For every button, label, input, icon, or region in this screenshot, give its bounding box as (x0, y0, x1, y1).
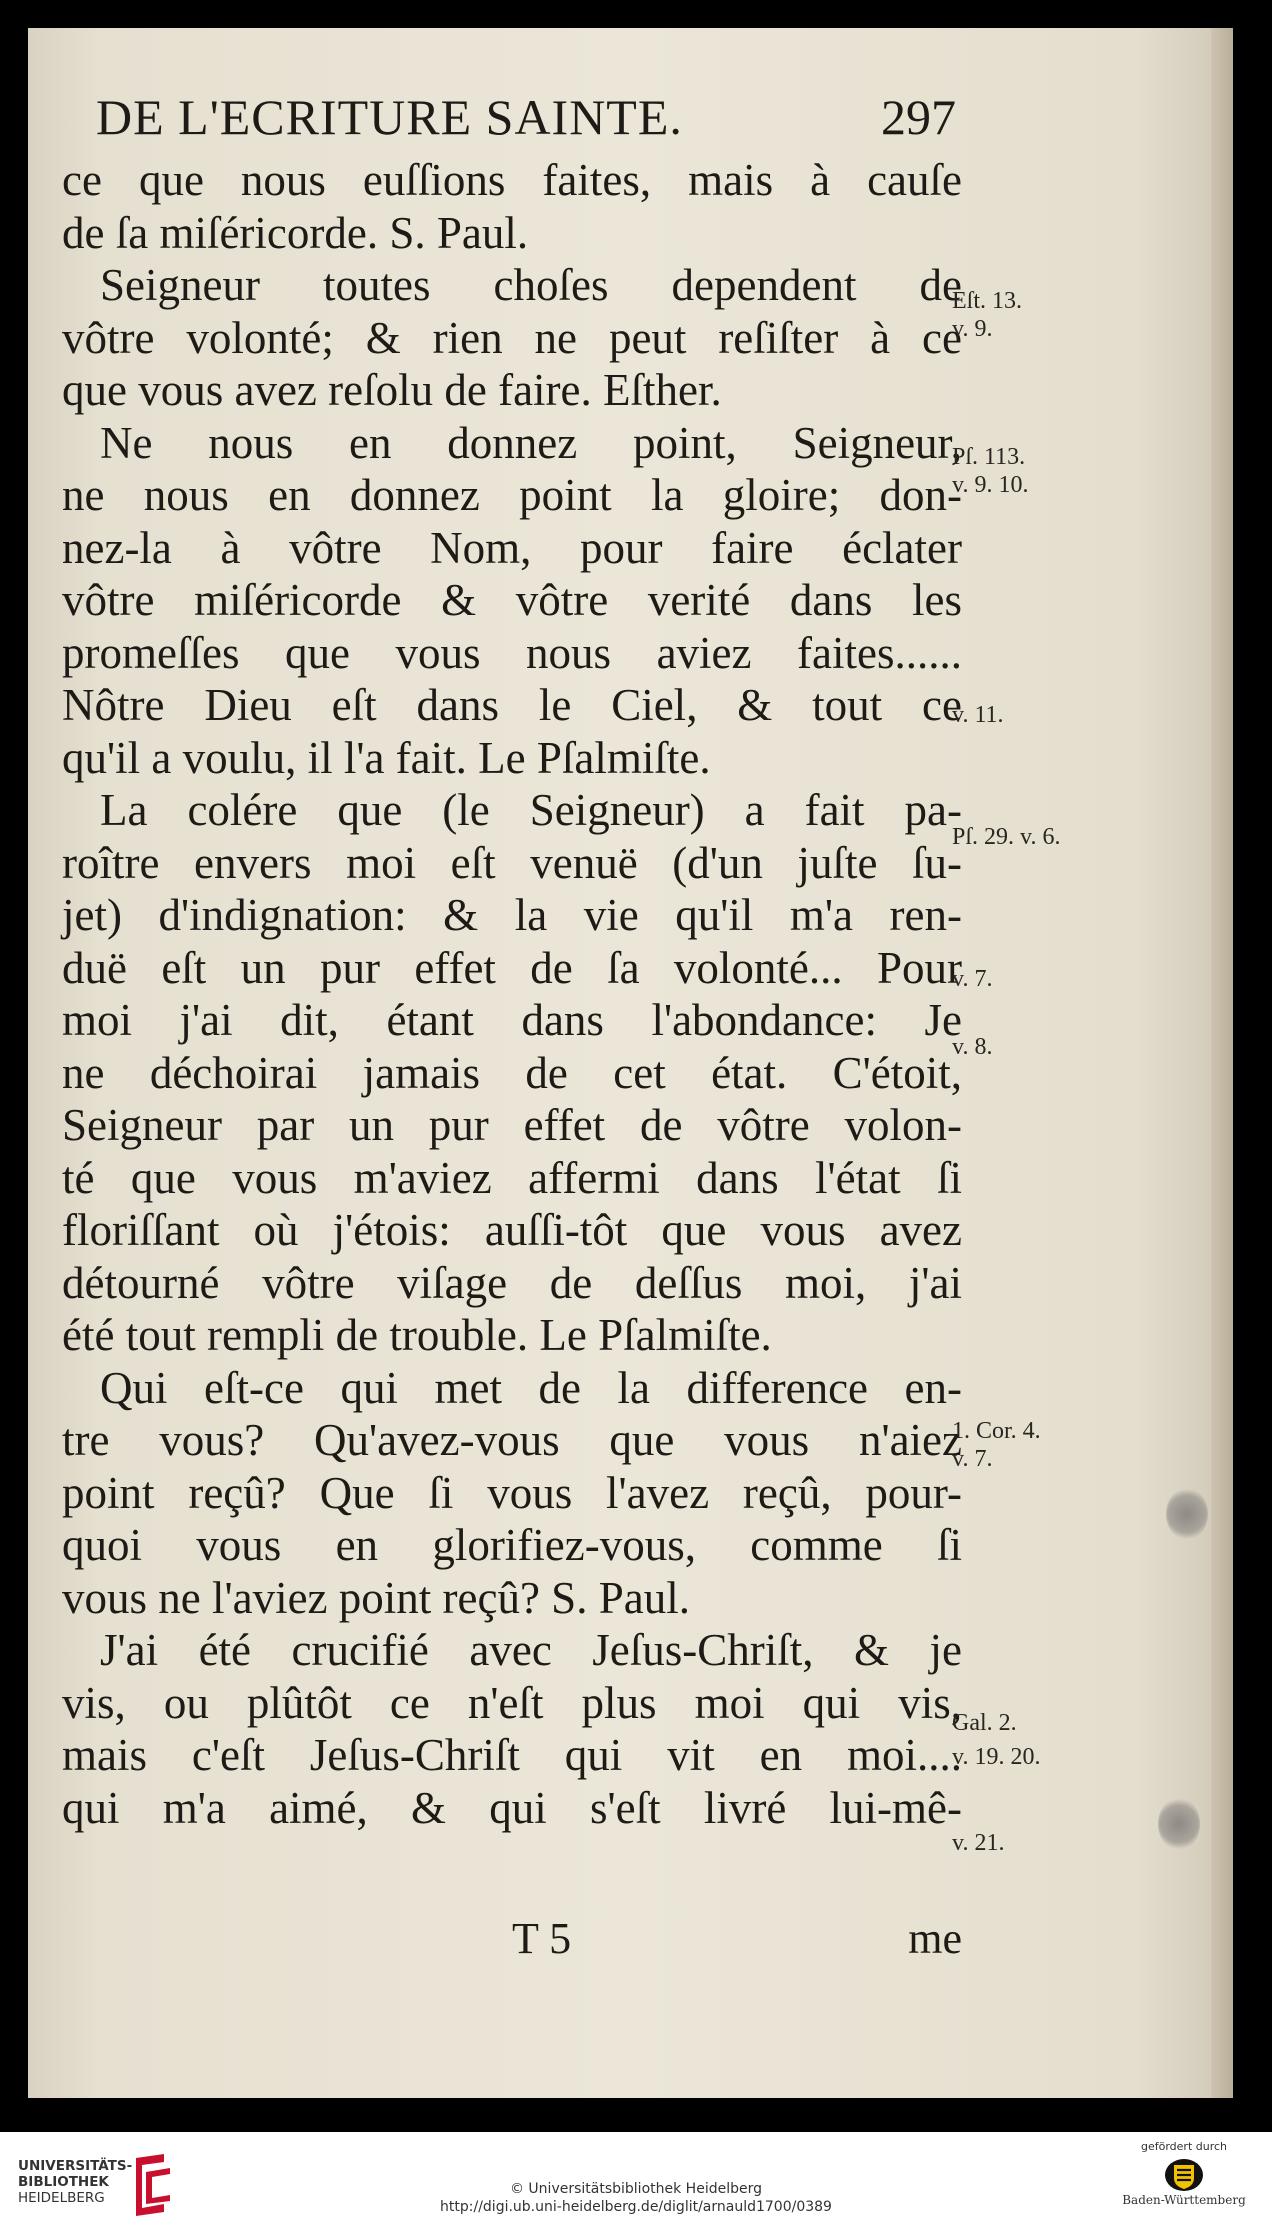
margin-note: v. 9. (952, 316, 993, 342)
running-title: DE L'ECRITURE SAINTE. (96, 89, 683, 145)
text-line: Nôtre Dieu eſt dans le Ciel, & tout ce (62, 680, 962, 730)
footer-credits (0, 2180, 1272, 2216)
copyright-text: © Universitätsbibliothek Heidelberg (509, 2181, 762, 2197)
margin-note: v. 11. (952, 702, 1004, 728)
text-line: moi j'ai dit, étant dans l'abondance: Je (62, 995, 962, 1045)
catchword-row (62, 1913, 962, 1968)
sponsor-name: Baden-Württemberg (1122, 2193, 1246, 2207)
text-line: roître envers moi eſt venuë (d'un juſte ſu- (62, 837, 962, 888)
margin-note: Pſ. 113. (952, 444, 1026, 470)
text-line: quoi vous en glorifiez-vous, comme ſi (62, 1520, 962, 1570)
text-line: duë eſt un pur effet de ſa volonté... Pour (62, 942, 962, 993)
text-line: Seigneur toutes choſes dependent de (100, 260, 962, 310)
coat-of-arms-icon (1164, 2158, 1204, 2192)
body-text (62, 154, 1061, 1856)
margin-note: Eſt. 13. (952, 288, 1022, 314)
paper-stain (1166, 1488, 1208, 1540)
text-line: mais c'eſt Jeſus-Chriſt qui vit en moi.... (62, 1730, 962, 1780)
margin-note: v. 21. (952, 1830, 1005, 1856)
text-line: de ſa miſéricorde. S. Paul. (62, 207, 529, 258)
margin-note: v. 7. (952, 1446, 993, 1472)
text-line: tre vous? Qu'avez-vous que vous n'aiez (62, 1415, 962, 1465)
text-line: vôtre miſéricorde & vôtre verité dans les (62, 575, 962, 625)
library-name: UNIVERSITÄTS- BIBLIOTHEK HEIDELBERG (18, 2158, 133, 2206)
margin-note: v. 9. 10. (952, 472, 1029, 498)
text-line: té que vous m'aviez affermi dans l'état ſi (62, 1152, 962, 1203)
text-line: vous ne l'aviez point reçû? S. Paul. (62, 1572, 690, 1623)
text-line: qu'il a voulu, il l'a fait. Le Pſalmiſte. (62, 732, 711, 783)
text-line: ne déchoirai jamais de cet état. C'étoit, (62, 1047, 962, 1098)
text-line: J'ai été crucifié avec Jeſus-Chriſt, & je (100, 1625, 962, 1675)
text-line: que vous avez reſolu de faire. Eſther. (62, 365, 722, 415)
scanned-page (28, 28, 1233, 2098)
text-line: La colére que (le Seigneur) a fait pa- (100, 785, 962, 835)
margin-note: v. 8. (952, 1034, 993, 1060)
margin-note: v. 7. (952, 966, 993, 992)
margin-note: v. 19. 20. (952, 1744, 1041, 1770)
margin-notes (952, 154, 1152, 1856)
text-line: ce que nous euſſions faites, mais à cauſe (62, 155, 962, 205)
signature-mark: T 5 (512, 1914, 572, 1963)
text-line: qui m'a aimé, & qui s'eſt livré lui-mê- (62, 1782, 962, 1833)
text-line: jet) d'indignation: & la vie qu'il m'a ren- (62, 890, 962, 940)
sponsor-label: gefördert durch (1140, 2140, 1228, 2153)
page-edge (1211, 28, 1233, 2098)
sponsor-block (1114, 2140, 1254, 2207)
catchword: me (908, 1914, 962, 1963)
text-line: détourné vôtre viſage de deſſus moi, j'ai (62, 1257, 962, 1308)
margin-note: 1. Cor. 4. (952, 1418, 1041, 1444)
footer-bar (0, 2132, 1272, 2228)
text-line: nez-la à vôtre Nom, pour faire éclater (62, 522, 962, 573)
paper-stain (1158, 1798, 1200, 1850)
text-line: point reçû? Que ſi vous l'avez reçû, pour- (62, 1467, 962, 1518)
text-line: Seigneur par un pur effet de vôtre volon- (62, 1100, 962, 1150)
text-line: Qui eſt-ce qui met de la difference en- (100, 1362, 962, 1413)
text-line: Ne nous en donnez point, Seigneur, (100, 417, 962, 468)
permalink[interactable]: http://digi.ub.uni-heidelberg.de/diglit/arnauld1700/0389 (440, 2199, 832, 2215)
text-line: floriſſant où j'étois: auſſi-tôt que vous avez (62, 1205, 962, 1255)
text-line: été tout rempli de trouble. Le Pſalmiſte. (62, 1310, 772, 1360)
margin-note: Gal. 2. (952, 1710, 1017, 1736)
text-line: ne nous en donnez point la gloire; don- (62, 470, 962, 520)
text-line: vôtre volonté; & rien ne peut reſiſter à ce (62, 312, 962, 363)
page-number: 297 (881, 89, 956, 145)
margin-note: Pſ. 29. v. 6. (952, 824, 1061, 850)
text-line: promeſſes que vous nous aviez faites...... (62, 627, 962, 678)
text-line: vis, ou plûtôt ce n'eſt plus moi qui vis, (62, 1677, 962, 1728)
